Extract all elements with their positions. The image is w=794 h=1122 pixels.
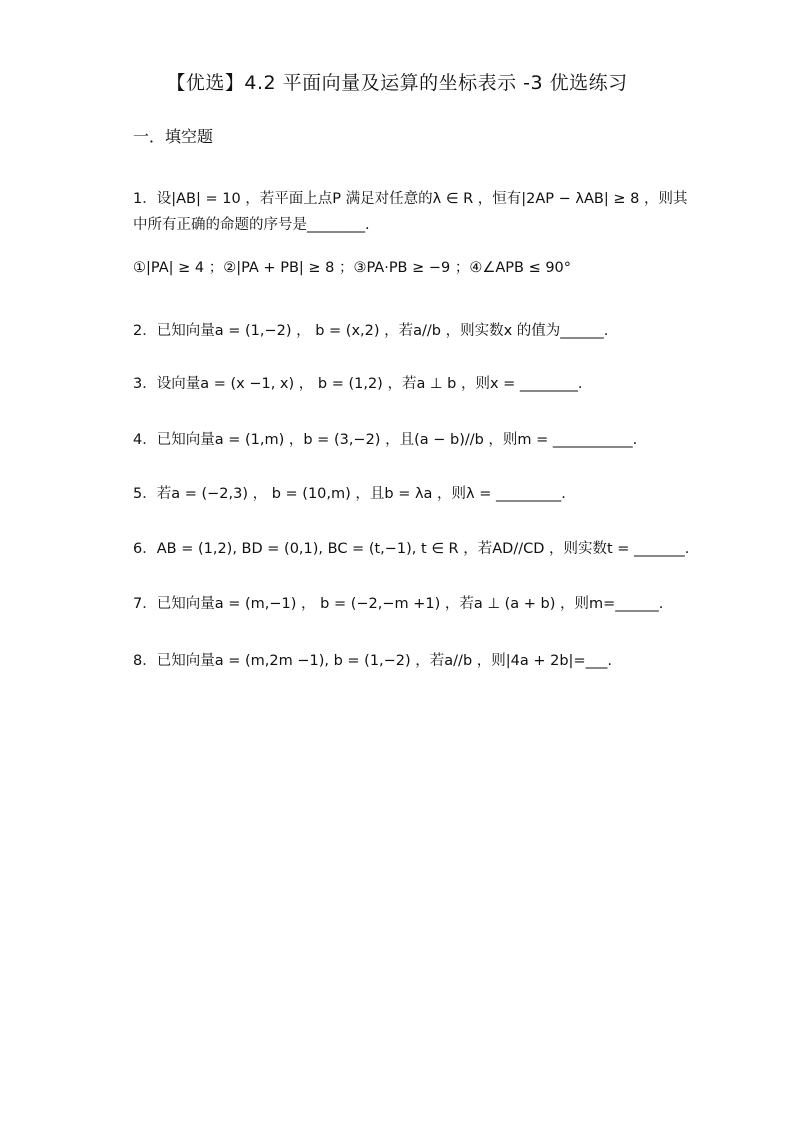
question-4 [133, 429, 637, 451]
question-2 [133, 320, 608, 342]
question-6 [133, 538, 689, 560]
question-number: 4． [133, 432, 157, 448]
question-7 [133, 593, 663, 615]
question-text: 已知向量a = (1,−2) ， b = (x,2) ，若a//b ，则实数x 的值为______. [156, 323, 609, 339]
question-text: 已知向量a = (1,m) ，b = (3,−2) ，且(a − b)//b ，则m = ___________. [156, 432, 638, 448]
page-title: 【优选】4.2 平面向量及运算的坐标表示 -3 优选练习 [166, 72, 628, 94]
question-number: 7． [133, 596, 157, 612]
question-1-line2: 中所有正确的命题的序号是________. [133, 217, 370, 233]
question-number: 6． [133, 541, 157, 557]
question-text: 设|AB| = 10 ，若平面上点P 满足对任意的λ ∈ R ，恒有|2AP − λAB| ≥ 8 ，则其 [156, 191, 688, 207]
question-number: 1． [133, 191, 157, 207]
question-5 [133, 483, 566, 505]
question-text: 设向量a = (x −1, x) ， b = (1,2) ，若a ⊥ b ，则x = ________. [156, 376, 583, 392]
question-text: 若a = (−2,3) ， b = (10,m) ，且b = λa ，则λ = _________. [156, 486, 566, 502]
question-number: 5． [133, 486, 157, 502]
question-number: 3． [133, 376, 157, 392]
question-number: 2． [133, 323, 157, 339]
question-1-options: ①|PA| ≥ 4 ；②|PA + PB| ≥ 8 ；③PA·PB ≥ −9 ；④∠APB ≤ 90° [133, 260, 572, 276]
question-text: AB = (1,2), BD = (0,1), BC = (t,−1), t ∈ R ，若AD//CD ，则实数t = _______. [156, 541, 690, 557]
question-3 [133, 373, 583, 395]
question-number: 8． [133, 653, 157, 669]
question-8 [133, 650, 612, 672]
question-text: 已知向量a = (m,−1) ， b = (−2,−m +1) ，若a ⊥ (a + b) ，则m=______. [156, 596, 664, 612]
question-1-line1 [133, 188, 687, 210]
question-text: 已知向量a = (m,2m −1), b = (1,−2) ，若a//b ，则|4a + 2b|=___. [156, 653, 612, 669]
section-heading: 一．填空题 [133, 127, 214, 146]
